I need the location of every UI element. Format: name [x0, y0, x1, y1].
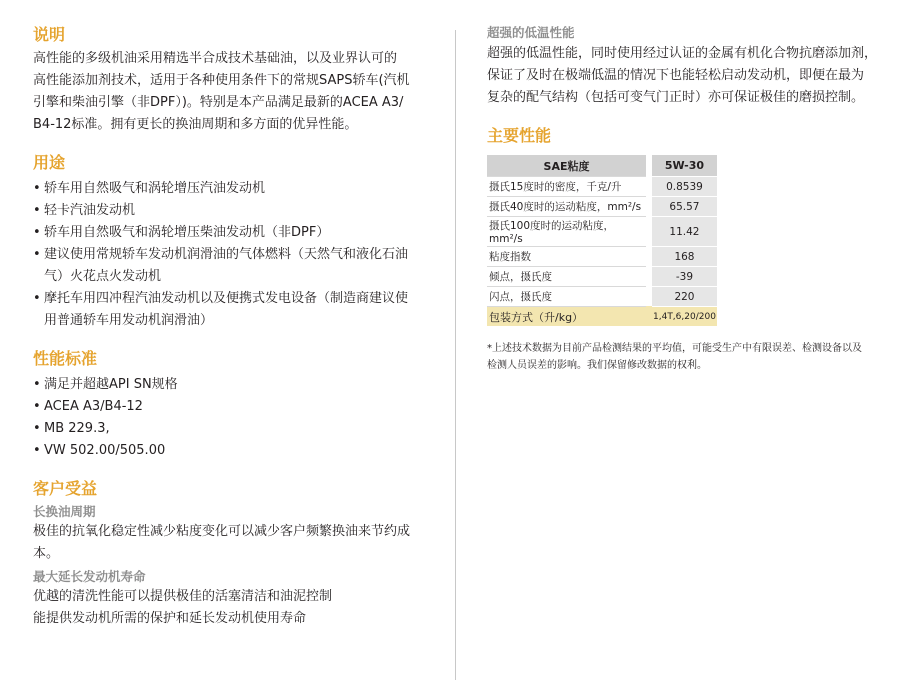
footnote	[487, 340, 882, 374]
list-item: • 轿车用自然吸气和涡轮增压汽油发动机	[33, 178, 433, 200]
spec-table	[487, 155, 717, 326]
bullet-icon: •	[33, 203, 41, 218]
list-item: • VW 502.00/505.00	[33, 440, 433, 462]
table-row	[487, 216, 717, 246]
benefit-subtitle-drain-interval: 长换油周期	[33, 504, 96, 519]
table-cell-label: 倾点，摄氏度	[487, 266, 646, 286]
footnote-line: *上述技术数据为目前产品检测结果的平均值，可能受生产中有限误差、检测设备以及	[487, 343, 862, 354]
benefit-text-engine-life: 优越的清洗性能可以提供极佳的活塞清洁和油泥控制	[33, 589, 333, 604]
table-cell-value: 220	[652, 286, 717, 306]
table-cell-value: -39	[652, 266, 717, 286]
table-cell-label: 摄氏100度时的运动粘度，mm²/s	[487, 216, 646, 246]
bullet-icon: •	[33, 181, 41, 196]
column-divider	[455, 30, 456, 680]
lowtemp-line: 复杂的配气结构（包括可变气门正时）亦可保证极佳的磨损控制。	[487, 90, 865, 105]
bullet-icon: •	[33, 377, 41, 392]
table-row	[487, 196, 717, 216]
description-line: B4-12标准。拥有更长的换油周期和多方面的优异性能。	[33, 117, 358, 132]
left-column	[33, 24, 433, 630]
description-line: 高性能添加剂技术，适用于各种使用条件下的常规SAPS轿车(汽机	[33, 73, 410, 88]
table-cell-label: 摄氏40度时的运动粘度，mm²/s	[487, 196, 646, 216]
table-row	[487, 176, 717, 196]
list-item: • ACEA A3/B4-12	[33, 396, 433, 418]
description-paragraph	[33, 48, 433, 136]
section-title-usage: 用途	[33, 153, 66, 172]
benefit-text-drain-interval: 极佳的抗氧化稳定性减少粘度变化可以减少客户频繁换油来节约成本。	[33, 524, 411, 561]
bullet-icon: •	[33, 225, 41, 240]
section-title-performance: 主要性能	[487, 126, 552, 145]
table-cell-label: 闪点，摄氏度	[487, 286, 646, 306]
section-title-description: 说明	[33, 25, 66, 44]
table-cell-value: 0.8539	[652, 176, 717, 196]
section-title-benefits: 客户受益	[33, 479, 98, 498]
table-cell-value: 1,4T,6,20/200	[652, 306, 717, 326]
right-column	[487, 24, 882, 374]
table-row-packaging	[487, 306, 717, 326]
section-title-standards: 性能标准	[33, 349, 98, 368]
table-header-value: 5W-30	[652, 155, 717, 176]
lowtemp-line: 超强的低温性能，同时使用经过认证的金属有机化合物抗磨添加剂，	[487, 46, 878, 61]
table-row	[487, 266, 717, 286]
table-cell-label: 摄氏15度时的密度，千克/升	[487, 176, 646, 196]
lowtemp-subtitle: 超强的低温性能	[487, 25, 575, 40]
table-row	[487, 246, 717, 266]
list-item: • 建议使用常规轿车发动机润滑油的气体燃料（天然气和液化石油 气）火花点火发动机	[33, 244, 433, 288]
footnote-line: 检测人员误差的影响。我们保留修改数据的权利。	[487, 360, 707, 371]
table-cell-value: 168	[652, 246, 717, 266]
lowtemp-line: 保证了及时在极端低温的情况下也能轻松启动发动机，即便在最为	[487, 68, 865, 83]
table-cell-label: 包装方式（升/kg）	[487, 306, 646, 326]
benefit-text-engine-life: 能提供发动机所需的保护和延长发动机使用寿命	[33, 611, 307, 626]
list-item: • 轻卡汽油发动机	[33, 200, 433, 222]
bullet-icon: •	[33, 443, 41, 458]
list-item: • 满足并超越API SN规格	[33, 374, 433, 396]
benefit-subtitle-engine-life: 最大延长发动机寿命	[33, 569, 146, 584]
bullet-icon: •	[33, 291, 41, 306]
bullet-icon: •	[33, 247, 41, 262]
table-cell-value: 11.42	[652, 216, 717, 246]
description-line: 高性能的多级机油采用精选半合成技术基础油，以及业界认可的	[33, 51, 398, 66]
table-row	[487, 286, 717, 306]
list-item: • 轿车用自然吸气和涡轮增压柴油发动机（非DPF）	[33, 222, 433, 244]
table-cell-value: 65.57	[652, 196, 717, 216]
list-item: • MB 229.3,	[33, 418, 433, 440]
table-header-label: SAE粘度	[487, 155, 646, 176]
bullet-icon: •	[33, 421, 41, 436]
description-line: 引擎和柴油引擎（非DPF）)。特别是本产品满足最新的ACEA A3/	[33, 95, 404, 110]
standards-list	[33, 374, 433, 462]
list-item: • 摩托车用四冲程汽油发动机以及便携式发电设备（制造商建议使 用普通轿车用发动机润滑油）	[33, 288, 433, 332]
lowtemp-paragraph	[487, 43, 882, 109]
table-cell-label: 粘度指数	[487, 246, 646, 266]
usage-list	[33, 178, 433, 332]
table-header-row	[487, 155, 717, 176]
bullet-icon: •	[33, 399, 41, 414]
